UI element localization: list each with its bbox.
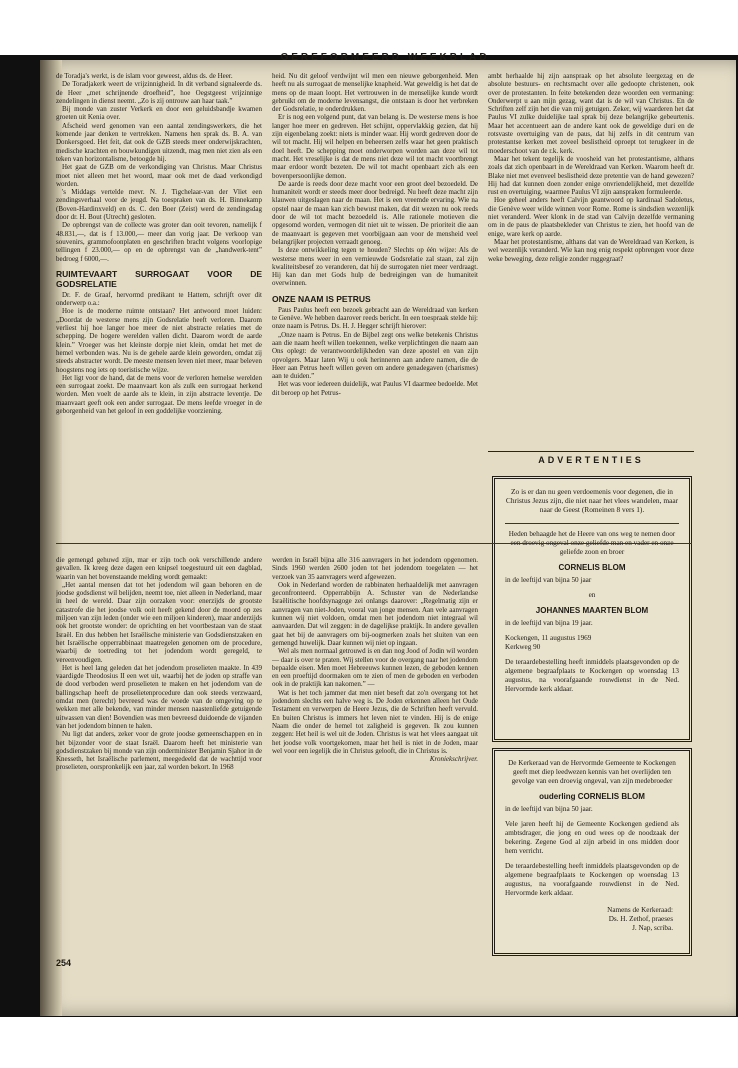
deceased-name: ouderling CORNELIS BLOM bbox=[539, 792, 645, 801]
obituary-church-ad bbox=[492, 748, 692, 956]
paragraph: De Toradjakerk weert de vrijzinnigheid. In dit verband signaleerde ds. de Heer „met schrijnende droefheid”, hoe Oegstgeest vrijzinnige zendelingen in dienst neemt. „Zo is zij ontrouw aan haar taak.” bbox=[56, 80, 262, 105]
ad-intro: Heden behaagde het de Heere van ons weg te nemen door geliefde zoon en broer bbox=[508, 529, 676, 556]
paragraph: Afscheid werd genomen van een aantal zendingswerkers, die het komende jaar denken te vertrekken. Namens hen sprak ds. B. A. van Donkersgoed. Het feit, dat ook de GZB steeds meer onderwijskrachten, medische krachten en bouwkundigen uitzendt, mag men niet zien als een teken van horizontalisme, betoogde hij. bbox=[56, 121, 262, 163]
deceased-name-2: JOHANNES MAARTEN BLOM bbox=[535, 605, 649, 615]
paragraph: Hoe geheel anders heeft Calvijn geantwoord op kardinaal Sadoletus, die Genève weer wilde winnen voor Rome. Rome is sindsdien wezenlijk niet veranderd. Weer klonk in de stad van Calvijn dezelfde vermaning om in de paus de plaatsbekleder van Christus te zien, het hoofd van de enige, ware kerk op aarde. bbox=[488, 196, 694, 238]
paragraph: Wel als men normaal getrouwd is en dan nog Jood of Jodin wil worden — daar is over te praten. Wij stellen voor de overgang naar het jodendom bepaalde eisen. Men moet Hebreeuws kunnen lezen, de geboden kennen en een proeftijd doormaken om te zien of men de geboden en verboden ook in de praktijk kan nakomen.” — bbox=[272, 647, 478, 689]
paragraph: De opbrengst van de collecte was groter dan ooit tevoren, namelijk f 48.831,—, dat is f 13.000,— meer dan vorig jaar. De verkoop van souvenirs, grammofoonplaten en geschriften bracht volgens voorlopige tellingen f 23.000,— op en de opbrengst van de „handwerk-tent” bedroeg f 6000,—. bbox=[56, 221, 262, 263]
paragraph: werden in Israël bijna alle 316 aanvragers in het jodendom opgenomen. Sinds 1960 werden 2600 joden tot het jodendom toegelaten — het verzoek van 35 aanvragers werd afgewezen. bbox=[272, 556, 478, 581]
column-5 bbox=[272, 556, 478, 952]
paragraph: Ook in Nederland worden de rabbinaten herhaaldelijk met aanvragen geconfronteerd. Opperrabbijn A. Schuster van de Nederlandse Israëlitische hoofdsynagoge zei onlangs daarover: „Regelmatig zijn er aanvragen van niet-Joden, vooral van jonge mensen. Aan vele aanvragen kunnen wij niet voldoen, omdat men het jodendom niet integraal wil aanvaarden. Dat wil zeggen: in de dagelijkse praktijk. In andere gevallen gaat het bij de aanvragers om bij-oogmerken zoals het sluiten van een gemengd huwelijk. Daar kunnen wij niet op ingaan. bbox=[272, 580, 478, 647]
paragraph: Hoe is de moderne ruimte ontstaan? Het antwoord moet luiden: „Doordat de westerse mens zijn Godsrelatie heeft verloren. Daarom verliest hij hoe langer hoe meer de niet abstracte relaties met de schepping. De hogere werelden vallen dicht. Daarom wordt de aarde klein.” Vroeger was het kleinste dorpje niet klein, omdat het met de hemel verbonden was. Nu is de gehele aarde klein geworden, omdat zij steeds abstracter wordt. De meeste mensen leven niet meer, maar beleven hoogstens nog iets op toeristische wijze. bbox=[56, 307, 262, 374]
deceased-age-2: in de leeftijd van bijna 19 jaar. bbox=[505, 618, 593, 627]
column-1 bbox=[56, 72, 262, 530]
deceased-age: in de leeftijd van bijna 50 jaar. bbox=[505, 805, 593, 813]
paragraph: die gemengd gehuwd zijn, mar er zijn toch ook verschillende andere gevallen. Ik kreeg deze dagen een knipsel toegestuurd uit een dagblad, waarin van het bovenstaande melding wordt gemaakt: bbox=[56, 556, 262, 581]
paragraph: Er is nog een volgend punt, dat van belang is. De westerse mens is hoe langer hoe meer en gedreven. Het schijnt, oppervlakkig gezien, dat hij zijn eigenbelang zoekt: niets is minder waar. Hij wordt gedreven door de wil tot macht. Hij wil helpen en beheersen zelfs waar het geen praktisch doel heeft. De schepping moet onderworpen worden aan deze wil tot macht. Het vreselijke is dat de mens niet deze wil tot macht voortbrengt maar erdoor wordt bezeten. De wil tot macht openbaart zich als een bovenpersoonlijke demon. bbox=[272, 113, 478, 180]
paragraph: Is deze ontwikkeling tegen te houden? Slechts op één wijze: Als de westerse mens weer in een vernieuwde Godsrelatie zal staan, zal zijn kwaliteitsbesef zo veranderen, dat hij de surrogaten niet meer verdraagt. Hij kan dan met Gods hulp de bedreigingen van de humaniteit overwinnen. bbox=[272, 246, 478, 288]
section-heading-petrus: ONZE NAAM IS PETRUS bbox=[272, 293, 371, 304]
burial-notice: De teraardebestelling heeft inmiddels plaatsgevonden op de algemene begraafplaats te Kockengen op woensdag 13 augustus, na voorafgaande rouwdienst in de Ned. Hervormde kerk aldaar. bbox=[505, 862, 679, 897]
paragraph: de Toradja's werkt, is de islam voor geweest, aldus ds. de Heer. bbox=[56, 72, 233, 80]
burial-notice: De teraardebestelling heeft inmiddels plaatsgevonden op de algemene begraafplaats te Kockengen op woensdag 13 augustus, na voorafgaande rouwdienst in de Ned. Hervormde kerk aldaar. bbox=[505, 657, 679, 693]
advertisements-heading: ADVERTENTIES bbox=[488, 451, 694, 467]
paragraph: Nu ligt dat anders, zeker voor de grote joodse gemeenschappen en in het bijzonder voor de staat Israël. Daarom heeft het ministerie van godsdienstzaken bij monde van zijn onderminister Benjamin Sjahor in de Knesseth, het Israëlische parlement, meegedeeld dat de wachttijd voor proselieten, oorspronkelijk een jaar, zal worden bekort. In 1968 bbox=[56, 730, 262, 772]
paragraph: Maar het protestantisme, althans dat van de Wereldraad van Kerken, is wel wezenlijk veranderd. Wie kan nog enig respekt opbrengen voor deze weke beweging, deze religie zonder ruggegraat? bbox=[488, 237, 694, 263]
bible-verse: Zo is er dan nu geen verdoemenis voor degenen, die in Christus Jezus zijn, die niet naar het vlees wandelen, maar naar de Geest (Romeinen 8 vers 1). bbox=[505, 487, 679, 515]
paragraph: Het gaat de GZB om de verkondiging van Christus. Maar Christus moet niet alleen met het woord, maar ook met de daad verkondigd worden. bbox=[56, 163, 262, 188]
signature-line-3: J. Nap, scriba. bbox=[632, 924, 673, 932]
paragraph: Dr. F. de Graaf, hervormd predikant te Hattem, schrijft over dit onderwerp o.a.: bbox=[56, 290, 262, 308]
column-3 bbox=[488, 72, 694, 440]
page-number: 254 bbox=[56, 958, 72, 968]
ad-intro: De Kerkeraad van de Hervormde Gemeente te Kockengen geeft met diep leedwezen kennis van het overlijden ten gevolge van een droevig ongeval, van zijn medebroeder bbox=[508, 759, 676, 785]
conjunction: en bbox=[588, 590, 596, 599]
place-date: Kockengen, 11 augustus 1969 bbox=[505, 633, 592, 642]
signature-line-2: Ds. H. Zethof, praeses bbox=[608, 915, 673, 923]
deceased-age-1: in de leeftijd van bijna 50 jaar bbox=[505, 575, 592, 584]
page-header: GEREFORMEERD WEEKBLAD bbox=[280, 52, 490, 63]
paragraph: heid. Nu dit geloof verdwijnt wil men een nieuwe geborgenheid. Men heeft nu als surrogaat de menselijke knapheid. Wat geweldig is het dat de mens op de maan loopt. Het vertrouwen in de menselijke kunde wordt gebruikt om de moderne levensangst, die ontstaan is door het verbreken der Godsrelatie, te onderdrukken. bbox=[272, 72, 478, 114]
paragraph: Paus Paulus heeft een bezoek gebracht aan de Wereldraad van kerken te Genève. We hebben daarover reeds bericht. In een toespraak stelde hij: onze naam is Petrus. Ds. H. J. Hegger schrijft hierover: bbox=[272, 305, 478, 331]
deceased-name-1: CORNELIS BLOM bbox=[558, 562, 626, 572]
paragraph: De aarde is reeds door deze macht voor een groot deel bezoedeld. De humaniteit wordt er steeds meer door bedreigd. Nu heeft deze macht zijn klauwen uitgeslagen naar de maan. Het is een vreemde ervaring. Wie na opstel naar de maan kan zich bewust maken, dat dit wezen nu ook reeds door de wil tot macht bezoedeld is. Alle rationele motieven die opgesomd worden, vermogen dit niet uit te wissen. De prioriteit die aan de maanvaart is gegeven met voorbijgaan aan voor de mensheid veel belangrijker projecten verraadt genoeg. bbox=[272, 179, 478, 246]
paragraph: „Onze naam is Petrus. En de Bijbel zegt ons welke betekenis Christus aan die naam heeft willen toekennen, welke verplichtingen die naam aan Ons oplegt: de verantwoordelijkheden van deze apostel en van zijn opvolgers. Maar laten Wij u ook herinneren aan andere namen, die de Heer aan Petrus heeft willen geven om andere genadegaven (charismes) aan te duiden.” bbox=[272, 330, 478, 381]
paragraph: Het is heel lang geleden dat het jodendom proselieten maakte. In 439 vaardigde Theodosius II een wet uit, waarbij het de joden op straffe van de dood verboden werd proselieten te maken en het jodendom van de ballingschap heeft de proselietenprocedure dan ook steeds verzwaard, omdat men (terecht) bevreesd was de woede van de omgeving op te wekken met alle bekende, van minder mensen naastenliefde getuigende uitwassen van dien! Bovendien was men bevreesd duidoende de vijanden van het jodendom binnen te halen. bbox=[56, 663, 262, 730]
divider bbox=[505, 523, 679, 524]
paragraph: Maar het tekent tegelijk de voosheid van het protestantisme, althans zoals dat zich openbaart in de Wereldraad van Kerken. Waarom heeft dr. Blake niet met evenveel beslistheid deze pretentie van de hand gewezen? Hij had dat kunnen doen zonder enige onvriendelijkheid, met dezelfde rust en overtuiging, waarmee Paulus VI zijn aanspraken formuleerde. bbox=[488, 154, 694, 197]
paragraph: Het ligt voor de hand, dat de mens voor de verloren hemelse werelden een surrogaat zoekt. De maanvaart kon als zulk een surrogaat herkend worden. Men voelt de aarde als te klein, in zijn abstracte leventje. De maanvaart geeft ook een ander surrogaat. De mens leefde vroeger in de geborgenheid van het geloof in een goddelijke voorziening. bbox=[56, 373, 262, 415]
ad-body: Vele jaren heeft hij de Gemeente Kockengen gediend als ambtsdrager, die jong en oud wees op de noodzaak der bekering. Zegene God al zijn arbeid in ons midden door hem verricht. bbox=[505, 820, 679, 855]
signature-line-1: Namens de Kerkeraad: bbox=[607, 906, 673, 914]
address: Kerkweg 90 bbox=[505, 642, 541, 651]
section-heading-ruimtevaart: RUIMTEVAART SURROGAAT VOOR DE GODSRELATIE bbox=[56, 268, 262, 289]
paragraph: Bij monde van zuster Verkerk en door een geluidsbandje kwamen groeten uit Kenia over. bbox=[56, 105, 262, 122]
column-4 bbox=[56, 556, 262, 952]
paragraph: 's Middags vertelde mevr. N. J. Tigchelaar-van der Vliet een zendingsverhaal voor de jeugd. Na toespraken van ds. H. Binnekamp (Boven-Hardinxveld) en ds. C. den Boer (Zeist) werd de zendingsdag door dr. H. Bout (Utrecht) gesloten. bbox=[56, 188, 262, 222]
paragraph: „Het aantal mensen dat tot het jodendom wil gaan behoren en de joodse godsdienst wil belijden, neemt toe, niet alleen in Nederland, maar in heel de wereld. Daar zijn oorzaken voor: enerzijds de grootste catastrofe die het joodse volk ooit heeft gekend door de moord op zes miljoen van zijn leden (onder wie een miljoen kinderen), maar anderzijds ook het grootste wonder: de oprichting en het voortbestaan van de staat Israël. En dus hebben het Israëlische ministerie van Godsdienstzaken en het Israëlische opperrabbinaat maatregelen genomen om de procedure, waarbij de toetreding tot het jodendom wordt geregeld, te vereenvoudigen. bbox=[56, 580, 262, 664]
paragraph: ambt herhaalde hij zijn aanspraak op het absolute leergezag en de absolute bestuurs- en rechtsmacht over alle gedoopte christenen, ook over de protestanten. In feite betekenden deze woorden een vermaning: Onderwerpt u aan mijn gezag, want dat is de wil van Christus. En de Schriften zelf zijn het die van mij getuigen. Zeker, wij waarderen het dat Paulus VI zulke duidelijke taal sprak bij deze belangrijke gebeurtenis. Maar het accentueert aan de andere kant ook de geweldige duri en de rotsvaste overtuiging van de paus, dat hij zelfs in dit centrum van protestantse kerken met zoveel beslistheid oproept tot terugkeer in de moederschoot van de r.k. kerk. bbox=[488, 72, 694, 155]
column-2 bbox=[272, 72, 478, 530]
paragraph: Het was voor iedereen duidelijk, wat Paulus VI daarmee bedoelde. Met dit beroep op het Petrus- bbox=[272, 380, 478, 397]
byline: Kroniekschrijver. bbox=[429, 755, 478, 764]
section-divider bbox=[56, 543, 692, 544]
paragraph: Wat is het toch jammer dat men niet beseft dat zo'n overgang tot het jodendom slechts een halve weg is. De Joden erkennen alleen het Oude Testament en verwerpen de Heere Jezus, die de Schriften heeft vervuld. En buiten Christus is immers het leven niet te vinden. Hij is de enige Naam die onder de hemel tot zaligheid is gegeven. Ik zou kunnen zeggen: Het heil is wel uit de Joden. Christus is wat het vlees aangaat uit het joodse volk voortgekomen, maar het heil is niet in de Joden, maar wel voor een iegelijk die in Christus gelooft, die in Christus is. bbox=[272, 688, 478, 755]
obituary-family-ad bbox=[492, 476, 692, 742]
